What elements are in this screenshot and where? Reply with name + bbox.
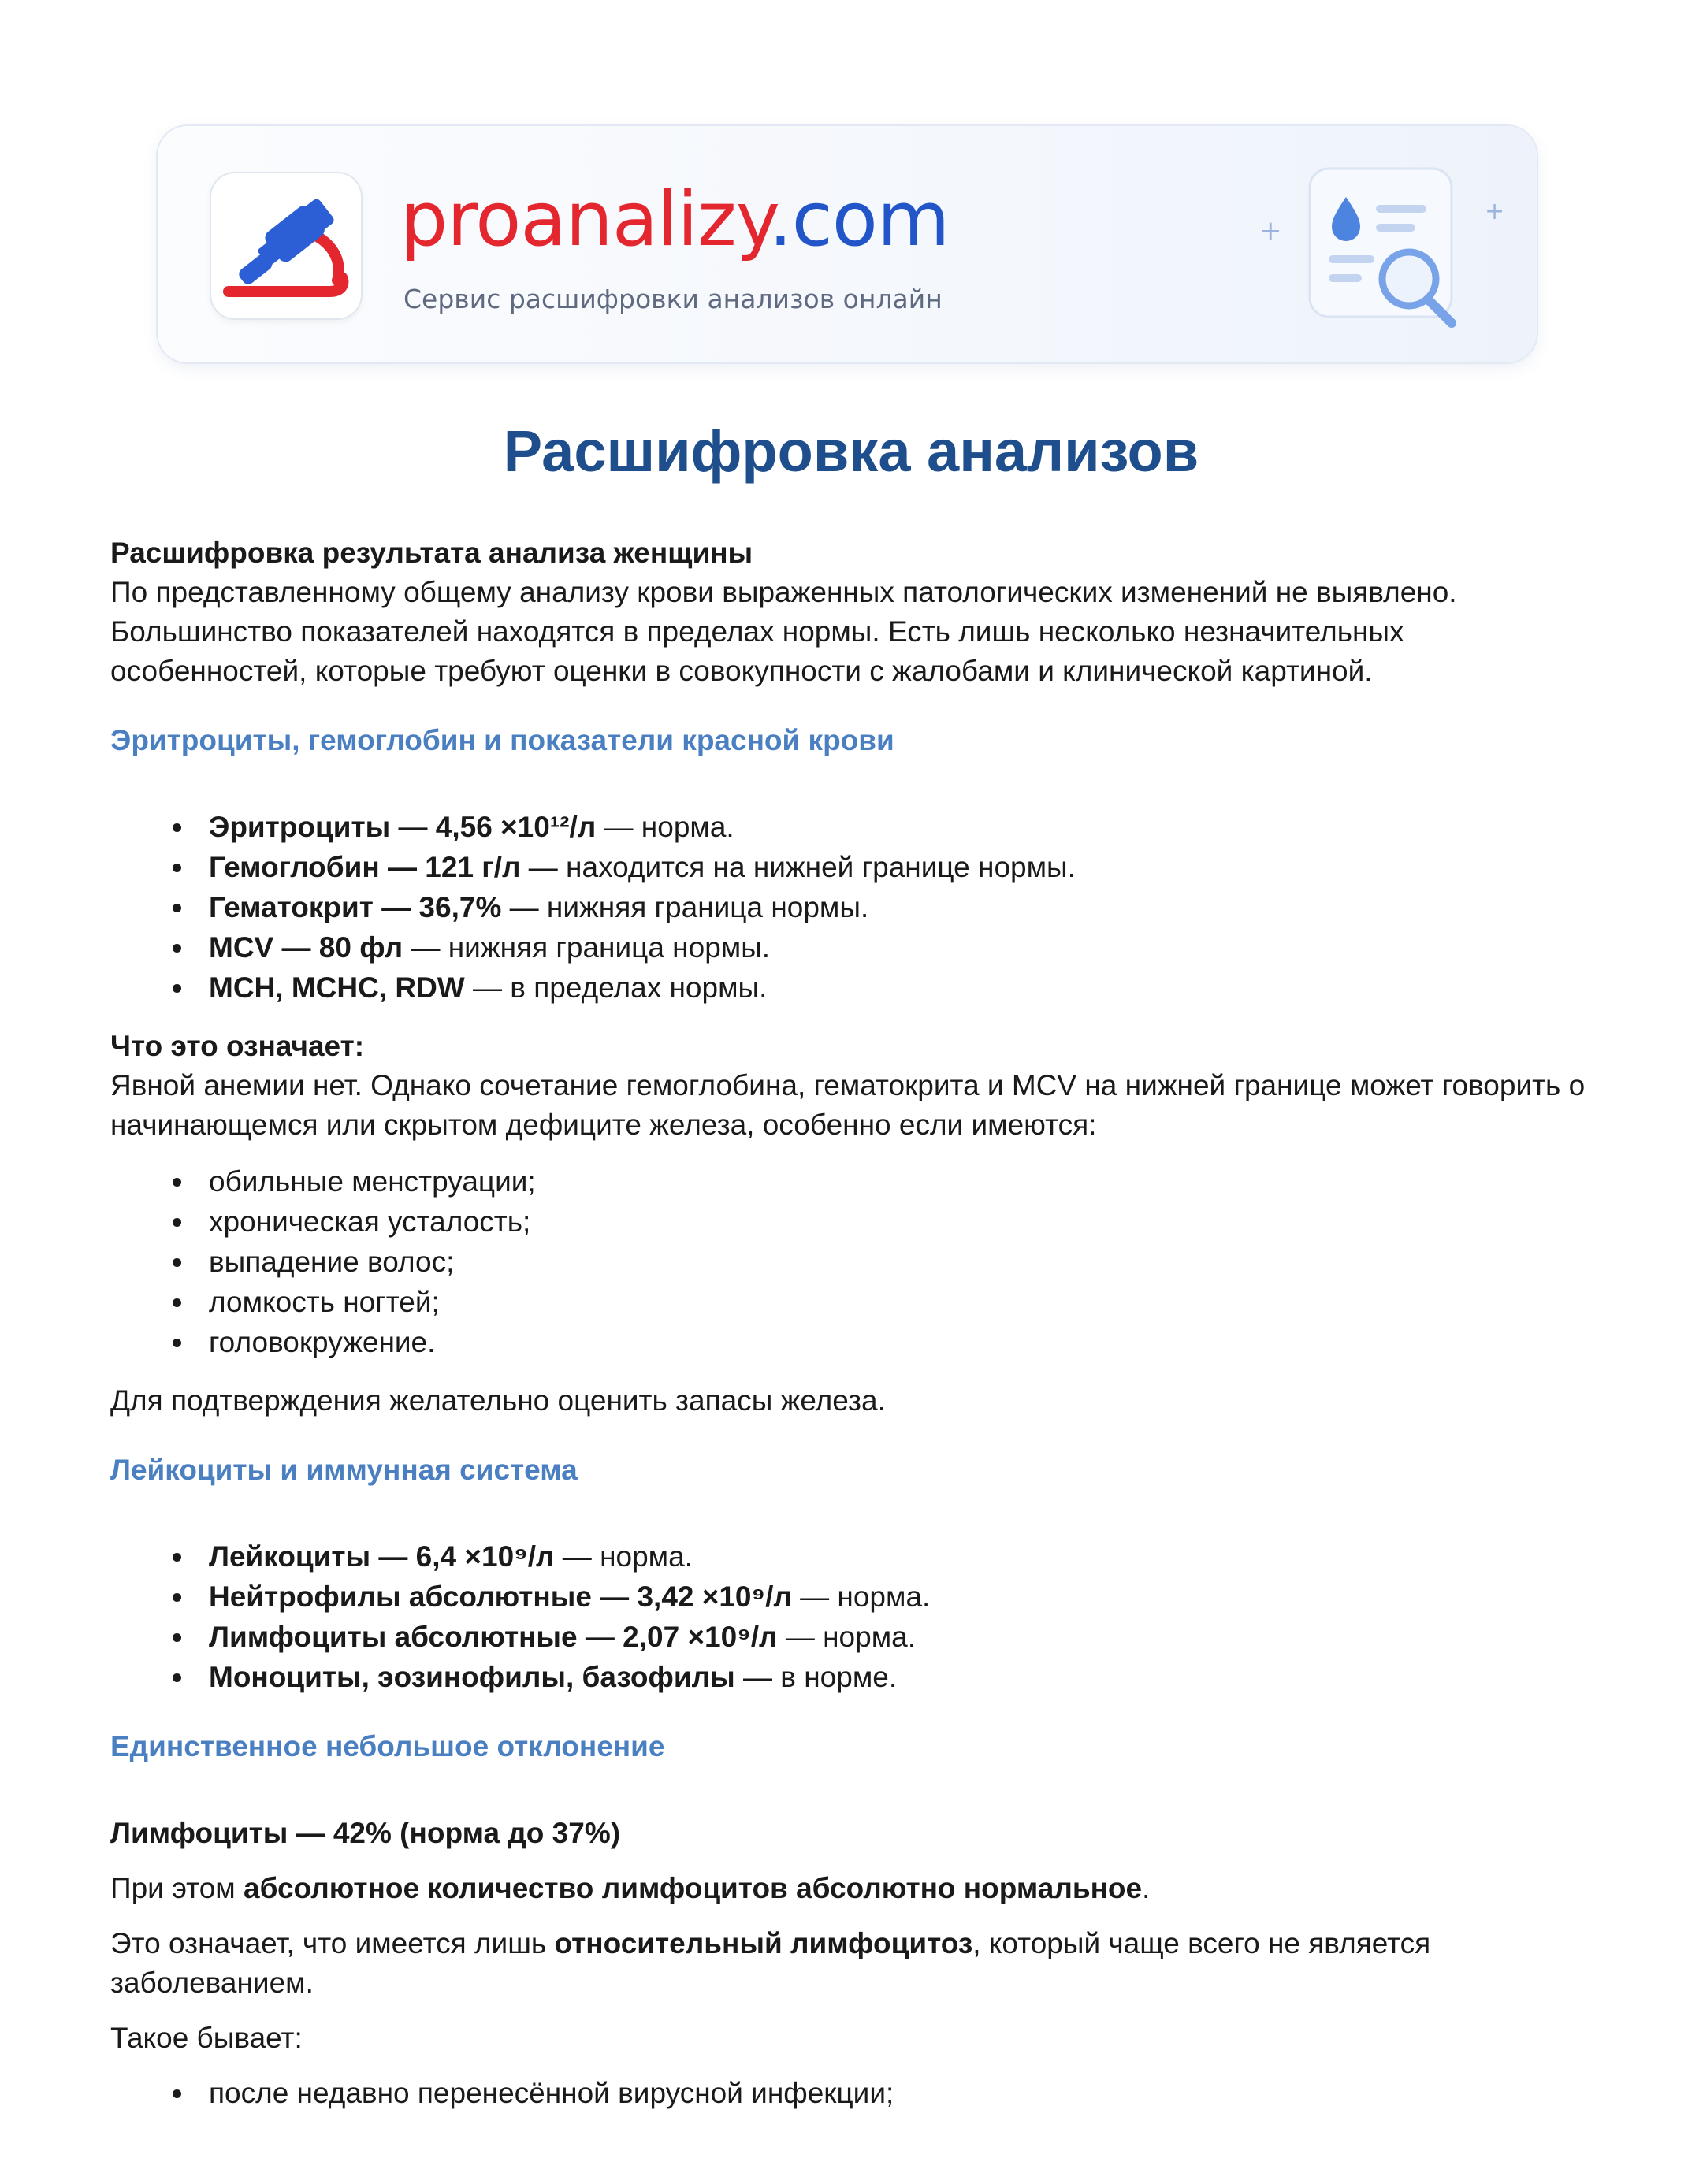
list-item (209, 1537, 1592, 1577)
brand-name-domain: .com (768, 176, 950, 263)
microscope-icon (211, 173, 361, 318)
meaning-text: Явной анемии нет. Однако сочетание гемоглобина, гематокрита и MCV на нижней границе может говорить о начинающемся или скрытом дефиците железа, особенно если имеются: (110, 1069, 1586, 1142)
list-item: ломкость ногтей; (209, 1283, 1592, 1322)
list-item (209, 1658, 1592, 1697)
page-title: Расшифровка анализов (503, 418, 1199, 484)
iron-conclusion: Для подтверждения желательно оценить запасы железа. (110, 1384, 886, 1417)
document-search-icon (1245, 148, 1505, 337)
leukocyte-values-list (110, 1537, 1592, 1697)
brand-name-main: proanalizy (400, 176, 769, 263)
deviation-paragraph-3: Такое бывает: (110, 2022, 303, 2055)
value-label: Лейкоциты — 6,4 ×10⁹/л (209, 1540, 555, 1573)
list-item (209, 928, 1592, 968)
value-note: — нижняя граница нормы. (403, 931, 771, 964)
list-item: хроническая усталость; (209, 1202, 1592, 1242)
list-item: выпадение волос; (209, 1242, 1592, 1282)
meaning-label: Что это означает: (110, 1030, 365, 1063)
value-label: MCH, MCHC, RDW (209, 971, 465, 1005)
erythrocyte-values-list (110, 808, 1592, 1008)
text-run-bold: относительный лимфоцитоз (554, 1927, 973, 1960)
text-run: . (1142, 1872, 1151, 1905)
value-label: Лимфоциты абсолютные — 2,07 ×10⁹/л (209, 1621, 778, 1654)
section-heading-leukocytes: Лейкоциты и иммунная система (110, 1454, 578, 1487)
deviation-subtitle: Лимфоциты — 42% (норма до 37%) (110, 1817, 621, 1850)
logo-tile (211, 173, 361, 318)
text-run: , который чаще всего не является заболеванием. (110, 1927, 1431, 2000)
text-run: При этом (110, 1872, 244, 1905)
value-label: Моноциты, эозинофилы, базофилы (209, 1661, 735, 1694)
list-item (209, 1577, 1592, 1617)
value-note: — находится на нижней границе нормы. (520, 851, 1076, 884)
list-item (209, 848, 1592, 887)
list-item (209, 1618, 1592, 1657)
value-note: — в норме. (734, 1661, 898, 1694)
text-run: Это означает, что имеется лишь (110, 1927, 555, 1960)
value-note: — норма. (554, 1540, 693, 1573)
symptoms-list (110, 1162, 1592, 1362)
svg-text:+: + (1485, 198, 1505, 225)
list-item (209, 968, 1592, 1008)
intro-subtitle: Расшифровка результата анализа женщины (110, 537, 753, 570)
intro-text: По представленному общему анализу крови выраженных патологических изменений не выявлено. Большинство показателей находятся в пределах нормы. Есть лишь несколько незначительных особенностей, которые требуют оценки в совокупности с жалобами и клинической картиной. (110, 576, 1457, 688)
value-label: MCV — 80 фл (209, 931, 403, 964)
value-note: — в пределах нормы. (464, 971, 768, 1005)
document-body (110, 418, 1592, 2132)
text-run-bold: абсолютное количество лимфоцитов абсолютно нормальное (244, 1872, 1143, 1905)
value-note: — нижняя граница нормы. (501, 891, 869, 924)
deviation-paragraph-1 (110, 1869, 1592, 1908)
value-label: Эритроциты — 4,56 ×10¹²/л (209, 811, 597, 844)
value-note: — норма. (596, 811, 734, 844)
value-label: Гемоглобин — 121 г/л (209, 851, 521, 884)
site-banner (158, 126, 1537, 362)
causes-list (110, 2074, 1592, 2113)
brand-tagline: Сервис расшифровки анализов онлайн (403, 284, 943, 314)
value-note: — норма. (791, 1580, 931, 1614)
svg-text:+: + (1259, 215, 1282, 247)
list-item: обильные менструации; (209, 1162, 1592, 1202)
value-note: — норма. (777, 1621, 917, 1654)
section-heading-deviation: Единственное небольшое отклонение (110, 1730, 665, 1763)
list-item (209, 888, 1592, 927)
deviation-paragraph-2 (110, 1924, 1592, 2003)
brand-name (400, 176, 950, 263)
value-label: Гематокрит — 36,7% (209, 891, 502, 924)
list-item: после недавно перенесённой вирусной инфекции; (209, 2074, 1592, 2113)
list-item (209, 808, 1592, 847)
value-label: Нейтрофилы абсолютные — 3,42 ×10⁹/л (209, 1580, 792, 1614)
section-heading-erythrocytes: Эритроциты, гемоглобин и показатели красной крови (110, 724, 894, 757)
list-item: головокружение. (209, 1323, 1592, 1362)
